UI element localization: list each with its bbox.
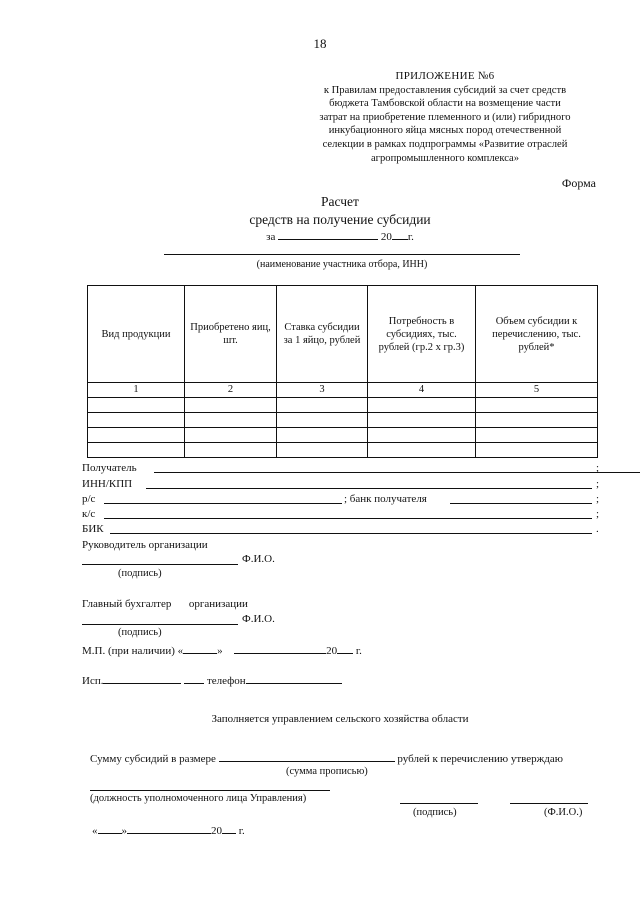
corr-account-label: к/с	[82, 508, 96, 520]
accountant-label-part1: Главный бухгалтер	[82, 598, 172, 610]
table-cell[interactable]	[476, 398, 598, 413]
table-cell[interactable]	[368, 443, 476, 458]
stamp-year: 20	[326, 645, 338, 657]
date-year: 20	[211, 825, 222, 837]
table-row	[88, 443, 598, 458]
calculation-table	[87, 285, 598, 458]
stamp-year-field[interactable]	[337, 642, 353, 654]
period-year-blank[interactable]	[392, 228, 408, 240]
date-month-field[interactable]	[127, 822, 211, 834]
table-cell[interactable]	[277, 443, 368, 458]
calculation-title-line1: Расчет	[321, 194, 359, 209]
position-caption: (должность уполномоченного лица Управления)	[90, 793, 307, 804]
executor-extra-field[interactable]	[184, 672, 204, 684]
date-close: »	[121, 825, 127, 837]
phone-field[interactable]	[246, 672, 342, 684]
header-product-type: Вид продукции	[88, 286, 185, 383]
table-cell[interactable]	[185, 413, 277, 428]
executor-row	[82, 672, 382, 686]
inn-kpp-field[interactable]	[146, 488, 592, 489]
table-cell[interactable]	[476, 443, 598, 458]
department-heading: Заполняется управлением сельского хозяйства области	[211, 713, 469, 725]
department-fio-caption: (Ф.И.О.)	[544, 807, 583, 818]
appendix-header	[270, 70, 620, 165]
table-cell[interactable]	[277, 413, 368, 428]
stamp-label: М.П. (при наличии) «	[82, 645, 184, 657]
form-label: Форма	[561, 176, 596, 190]
column-number: 4	[368, 383, 476, 398]
table-cell[interactable]	[368, 428, 476, 443]
head-label: Руководитель организации	[82, 539, 208, 551]
amount-caption: (сумма прописью)	[286, 766, 368, 777]
bank-field[interactable]	[450, 503, 592, 504]
header-subsidy-rate: Ставка субсидии за 1 яйцо, рублей	[277, 286, 368, 383]
department-sign-caption: (подпись)	[413, 807, 457, 818]
department-fio-line[interactable]	[510, 803, 588, 804]
period-year-suffix: г.	[407, 231, 414, 243]
bik-label: БИК	[82, 523, 104, 535]
table-cell[interactable]	[368, 398, 476, 413]
recipient-field[interactable]	[154, 472, 640, 473]
calculation-title	[0, 193, 640, 229]
column-number: 3	[277, 383, 368, 398]
inn-kpp-semicolon: ;	[596, 478, 600, 490]
inn-kpp-label: ИНН/КПП	[82, 478, 133, 490]
position-line[interactable]	[90, 790, 330, 791]
corr-account-semicolon: ;	[596, 508, 600, 520]
period-year: 20	[380, 231, 392, 243]
table-cell[interactable]	[476, 413, 598, 428]
date-day-field[interactable]	[98, 822, 122, 834]
bik-field[interactable]	[110, 533, 592, 534]
inn-kpp-row	[82, 477, 602, 491]
period-line	[0, 228, 640, 243]
period-prefix: за	[266, 231, 276, 243]
stamp-quote-close: »	[217, 645, 223, 657]
column-number: 2	[185, 383, 277, 398]
column-number: 5	[476, 383, 598, 398]
table-column-numbers-row	[88, 383, 598, 398]
accountant-sign-caption: (подпись)	[118, 627, 162, 638]
stamp-date-row	[82, 642, 402, 656]
table-cell[interactable]	[88, 443, 185, 458]
stamp-month-field[interactable]	[234, 642, 326, 654]
date-year-field[interactable]	[222, 822, 236, 834]
appendix-title: ПРИЛОЖЕНИЕ №6	[395, 70, 495, 82]
department-date-row	[92, 822, 392, 836]
table-cell[interactable]	[277, 428, 368, 443]
appendix-line: инкубационного яйца мясных пород отечественной	[328, 125, 562, 137]
header-subsidy-amount: Объем субсидии к перечислению, тыс. рублей*	[476, 286, 598, 383]
executor-label: Исп.	[82, 675, 104, 687]
head-signature-line[interactable]	[82, 564, 238, 565]
date-open: «	[92, 825, 98, 837]
account-label: р/с	[82, 493, 96, 505]
amount-suffix: рублей к перечислению утверждаю	[397, 753, 563, 765]
corr-account-field[interactable]	[104, 518, 592, 519]
recipient-label: Получатель	[82, 462, 137, 474]
amount-prefix: Сумму субсидий в размере	[90, 753, 216, 765]
date-year-suffix: г.	[238, 825, 245, 837]
calculation-title-line2: средств на получение субсидии	[249, 212, 431, 227]
appendix-line: к Правилам предоставления субсидий за счет средств	[323, 84, 567, 96]
table-header-row	[88, 286, 598, 383]
participant-name-line[interactable]	[164, 254, 520, 255]
account-row	[82, 492, 602, 506]
corr-account-row	[82, 507, 602, 521]
table-cell[interactable]	[185, 443, 277, 458]
table-cell[interactable]	[88, 413, 185, 428]
bik-period: .	[596, 523, 599, 535]
period-blank[interactable]	[278, 228, 378, 240]
table-cell[interactable]	[88, 398, 185, 413]
head-fio: Ф.И.О.	[242, 553, 275, 565]
column-number: 1	[88, 383, 185, 398]
amount-field[interactable]	[219, 750, 395, 762]
accountant-label-part2: организации	[188, 598, 248, 610]
table-row	[88, 398, 598, 413]
stamp-day-field[interactable]	[183, 642, 217, 654]
recipient-row	[82, 461, 602, 475]
bik-row	[82, 522, 602, 536]
appendix-line: селекции в рамках подпрограммы «Развитие отраслей	[322, 138, 568, 150]
table-cell[interactable]	[368, 413, 476, 428]
page-number: 18	[313, 36, 327, 51]
executor-name-field[interactable]	[103, 672, 181, 684]
stamp-year-suffix: г.	[355, 645, 362, 657]
appendix-line: затрат на приобретение племенного и (или) гибридного	[319, 111, 571, 123]
table-cell[interactable]	[88, 428, 185, 443]
phone-label: телефон	[206, 675, 246, 687]
accountant-fio: Ф.И.О.	[242, 613, 275, 625]
table-cell[interactable]	[476, 428, 598, 443]
table-cell[interactable]	[185, 428, 277, 443]
recipient-semicolon: ;	[596, 462, 600, 474]
account-field[interactable]	[104, 503, 342, 504]
header-subsidy-need: Потребность в субсидиях, тыс. рублей (гр.2 х гр.3)	[368, 286, 476, 383]
table-cell[interactable]	[185, 398, 277, 413]
participant-caption: (наименование участника отбора, ИНН)	[256, 259, 428, 270]
table-cell[interactable]	[277, 398, 368, 413]
appendix-line: агропромышленного комплекса»	[370, 152, 520, 164]
table-row	[88, 428, 598, 443]
head-sign-caption: (подпись)	[118, 568, 162, 579]
accountant-signature-line[interactable]	[82, 624, 238, 625]
account-semicolon: ;	[596, 493, 600, 505]
table-row	[88, 413, 598, 428]
department-signature-line[interactable]	[400, 803, 478, 804]
accountant-label	[82, 597, 248, 611]
appendix-line: бюджета Тамбовской области на возмещение части	[329, 98, 561, 110]
header-eggs-purchased: Приобретено яиц, шт.	[185, 286, 277, 383]
amount-row	[90, 750, 610, 764]
bank-label: ; банк получателя	[344, 493, 427, 505]
